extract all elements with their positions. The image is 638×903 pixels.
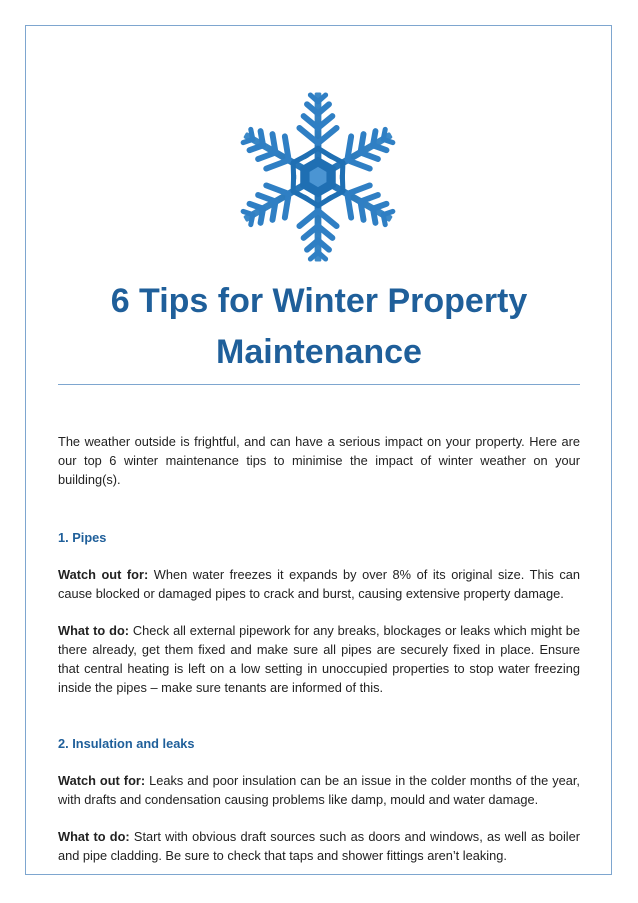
what-to-do-label: What to do: xyxy=(58,829,130,844)
section-pipes xyxy=(58,528,580,697)
watch-out-label: Watch out for: xyxy=(58,567,149,582)
what-to-do-paragraph xyxy=(58,827,580,865)
what-to-do-label: What to do: xyxy=(58,623,130,638)
page-title xyxy=(58,276,580,378)
watch-out-text: Leaks and poor insulation can be an issue in the colder months of the year, with drafts and condensation causing problems like damp, mould and water damage. xyxy=(58,773,580,807)
what-to-do-text: Start with obvious draft sources such as doors and windows, as well as boiler and pipe cladding. Be sure to check that taps and shower fittings aren’t leaking. xyxy=(58,829,581,863)
watch-out-text: When water freezes it expands by over 8% of its original size. This can cause blocked or damaged pipes to crack and burst, causing extensive property damage. xyxy=(58,567,581,601)
title-line-1: 6 Tips for Winter Property xyxy=(110,282,528,320)
article-body xyxy=(58,432,580,865)
intro-paragraph: The weather outside is frightful, and can have a serious impact on your property. Here are our top 6 winter maintenance tips to minimise the impact of winter weather on your building(s). xyxy=(58,434,580,487)
section-insulation xyxy=(58,734,580,865)
section-heading: 2. Insulation and leaks xyxy=(58,736,195,751)
watch-out-label: Watch out for: xyxy=(58,773,146,788)
title-divider xyxy=(58,384,580,385)
section-heading: 1. Pipes xyxy=(58,530,107,545)
watch-out-paragraph xyxy=(58,565,580,603)
watch-out-paragraph xyxy=(58,771,580,809)
what-to-do-paragraph xyxy=(58,621,580,697)
snowflake-icon xyxy=(233,84,403,270)
title-line-2: Maintenance xyxy=(216,333,422,371)
what-to-do-text: Check all external pipework for any breaks, blockages or leaks which might be there already, get them fixed and make sure all pipes are securely fixed in place. Ensure that central heating is left on a low setting in unoccupied properties to stop water freezing inside the pipes – make sure tenants are informed of this. xyxy=(58,623,581,695)
